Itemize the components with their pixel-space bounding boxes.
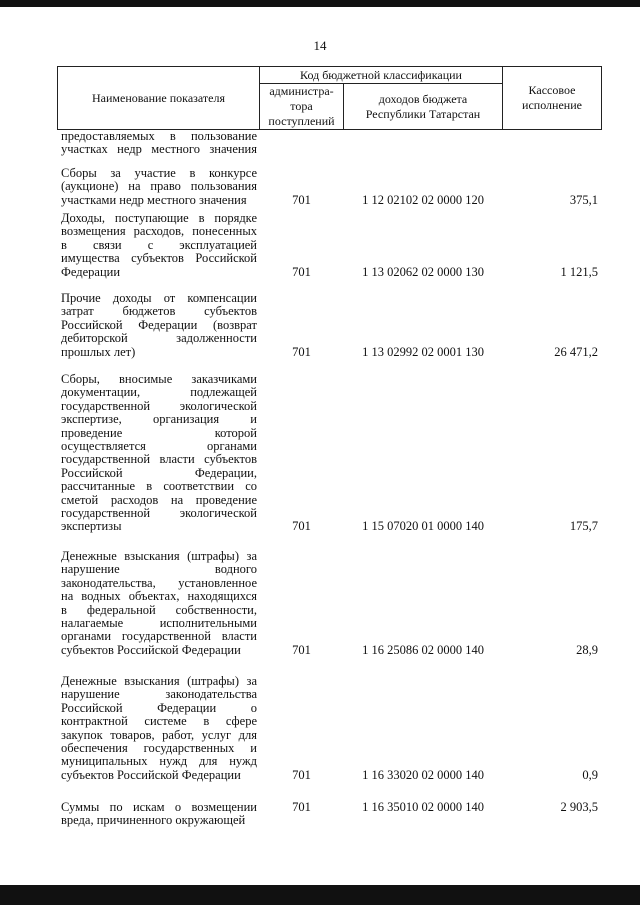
- cash-execution-amount: 2 903,5: [560, 800, 598, 814]
- indicator-name-line: государственной экологической: [61, 506, 257, 521]
- indicator-name: [61, 292, 257, 359]
- indicator-name-line: участках недр местного значения: [61, 142, 257, 157]
- indicator-name: [61, 675, 257, 782]
- indicator-name-line: возмещения расходов, понесенных: [61, 224, 257, 239]
- page-number: 14: [313, 38, 327, 53]
- indicator-name-line: на водных объектах, находящихся: [61, 589, 257, 604]
- indicator-name-line: в федеральной собственности,: [61, 602, 257, 617]
- indicator-name-line: рассчитанные в соответствии со: [61, 479, 257, 494]
- budget-classification-code: 1 16 33020 02 0000 140: [362, 767, 484, 782]
- indicator-name-line: дебиторской задолженности: [61, 331, 257, 346]
- indicator-name-line: Российской Федерации о: [61, 700, 257, 715]
- indicator-name-line: органами государственной власти: [61, 629, 257, 644]
- indicator-name-line: Прочие доходы от компенсации: [61, 291, 257, 305]
- header-name-column: Наименование показателя: [57, 66, 260, 130]
- cash-execution-amount: 0,9: [582, 767, 598, 782]
- header-income-line: доходов бюджета: [378, 91, 468, 106]
- indicator-name-line: имущества субъектов Российской: [61, 251, 257, 266]
- indicator-name: [61, 801, 257, 828]
- indicator-name-line: Суммы по искам о возмещении: [61, 800, 257, 814]
- admin-code: 701: [292, 800, 311, 814]
- cash-execution-amount: 375,1: [569, 192, 598, 207]
- cash-execution-amount: 175,7: [569, 519, 598, 534]
- header-code-group: Код бюджетной классификации: [259, 66, 503, 84]
- admin-code: 701: [292, 642, 311, 657]
- indicator-name-line: государственной экологической: [61, 398, 257, 413]
- indicator-name-line: налагаемые исполнительными: [61, 616, 257, 631]
- header-admin-line: тора: [290, 99, 313, 113]
- indicator-name-line: нарушение законодательства: [61, 687, 257, 702]
- cash-execution-amount: 1 121,5: [560, 264, 598, 279]
- budget-classification-code: 1 13 02992 02 0001 130: [362, 344, 484, 359]
- indicator-name-line: субъектов Российской Федерации: [61, 642, 241, 657]
- admin-code: 701: [292, 192, 311, 207]
- admin-code: 701: [292, 264, 311, 279]
- budget-classification-code: 1 13 02062 02 0000 130: [362, 264, 484, 279]
- indicator-name-line: субъектов Российской Федерации: [61, 767, 241, 782]
- indicator-name-line: сметой расходов на проведение: [61, 492, 257, 507]
- indicator-name-line: Денежные взыскания (штрафы) за: [61, 674, 257, 688]
- budget-classification-code: 1 16 25086 02 0000 140: [362, 642, 484, 657]
- indicator-name-line: Федерации: [61, 264, 121, 279]
- budget-classification-code: 1 15 07020 01 0000 140: [362, 519, 484, 534]
- header-cash-column: [502, 66, 602, 130]
- indicator-name: [61, 373, 257, 534]
- indicator-name-line: прошлых лет): [61, 344, 136, 359]
- indicator-name-line: Сборы, вносимые заказчиками: [61, 372, 257, 386]
- budget-classification-code: 1 12 02102 02 0000 120: [362, 192, 484, 207]
- indicator-name: [61, 212, 257, 279]
- header-cash-line: Кассовое: [528, 83, 576, 97]
- indicator-name-line: затрат бюджетов субъектов: [61, 304, 257, 319]
- indicator-name: [61, 550, 257, 657]
- indicator-name-line: муниципальных нужд для нужд: [61, 754, 257, 769]
- indicator-name-line: участками недр местного значения: [61, 192, 247, 207]
- cash-execution-amount: 28,9: [576, 642, 598, 657]
- indicator-name-line: осуществляется органами: [61, 439, 257, 454]
- header-income-line: Республики Татарстан: [365, 106, 481, 121]
- header-income-column: [343, 83, 503, 130]
- indicator-name-line: Денежные взыскания (штрафы) за: [61, 549, 257, 563]
- indicator-name-line: (аукционе) на право пользования: [61, 179, 257, 194]
- indicator-name-line: экспертизе, организация и: [61, 412, 257, 427]
- indicator-name-line: предоставляемых в пользование: [61, 129, 257, 143]
- indicator-name-line: вреда, причиненного окружающей: [61, 813, 246, 828]
- indicator-name: [61, 167, 257, 207]
- admin-code: 701: [292, 767, 311, 782]
- indicator-name-line: Российской Федерации (возврат: [61, 317, 257, 332]
- bottom-scan-border: [0, 885, 640, 905]
- header-admin-line: администра-: [269, 84, 334, 98]
- indicator-name-line: в связи с эксплуатацией: [61, 237, 257, 252]
- indicator-name-line: обеспечения государственных и: [61, 741, 257, 756]
- indicator-name-line: закупок товаров, работ, услуг для: [61, 727, 257, 742]
- indicator-name-line: Сборы за участие в конкурсе: [61, 166, 257, 180]
- budget-classification-code: 1 16 35010 02 0000 140: [362, 800, 484, 814]
- indicator-name-line: документации, подлежащей: [61, 385, 257, 400]
- indicator-name: [61, 130, 257, 157]
- indicator-name-line: Доходы, поступающие в порядке: [61, 211, 257, 225]
- top-scan-border: [0, 0, 640, 7]
- indicator-name-line: экспертизы: [61, 519, 122, 534]
- indicator-name-line: контрактной системе в сфере: [61, 714, 257, 729]
- header-cash-line: исполнение: [522, 98, 582, 112]
- cash-execution-amount: 26 471,2: [554, 344, 598, 359]
- indicator-name-line: законодательства, установленное: [61, 575, 257, 590]
- indicator-name-line: Российской Федерации,: [61, 465, 257, 480]
- indicator-name-line: проведение которой: [61, 425, 257, 440]
- indicator-name-line: государственной власти субъектов: [61, 452, 257, 467]
- admin-code: 701: [292, 519, 311, 534]
- header-admin-column: [259, 83, 344, 130]
- header-admin-line: поступлений: [268, 114, 335, 128]
- admin-code: 701: [292, 344, 311, 359]
- indicator-name-line: нарушение водного: [61, 562, 257, 577]
